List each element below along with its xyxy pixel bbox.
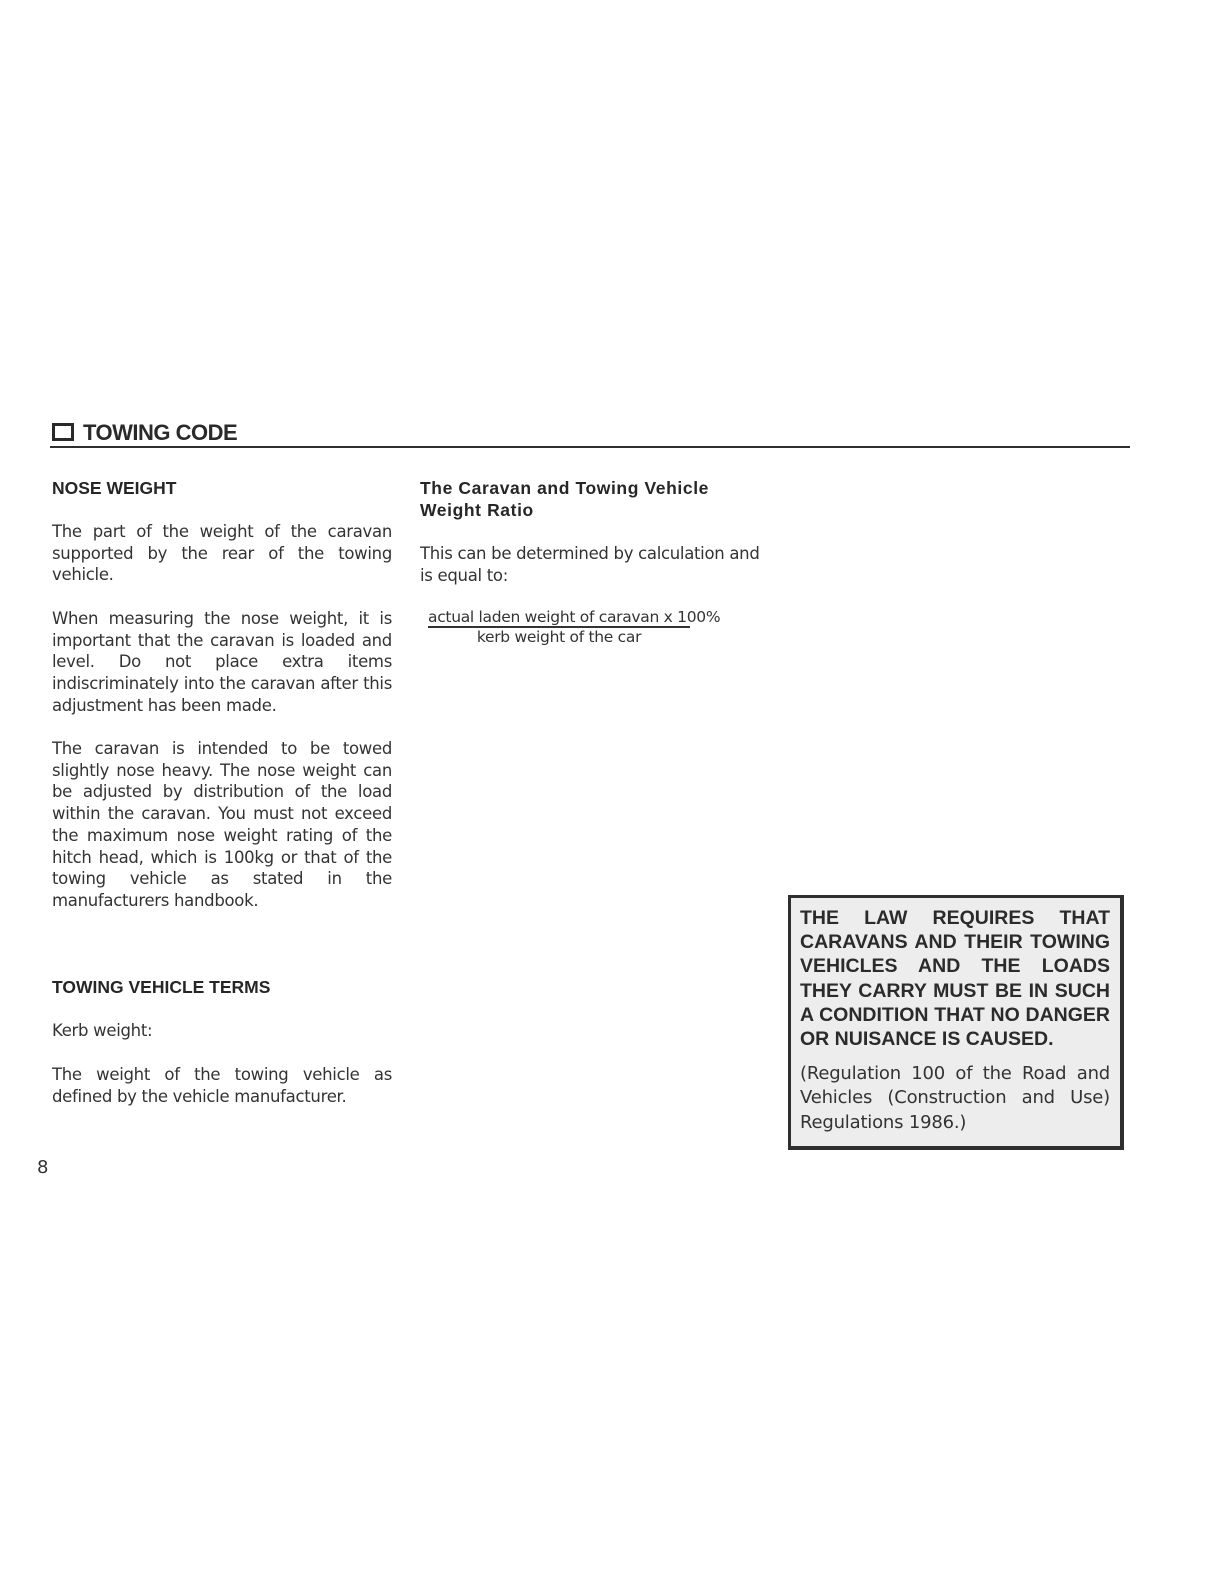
section-title: TOWING CODE <box>83 420 238 445</box>
formula-multiplier: x 100% <box>659 608 721 626</box>
nose-weight-paragraph-2: When measuring the nose weight, it is important that the caravan is loaded and level. Do not place extra items indiscriminately into the caravan after this adjustment has been made. <box>52 609 392 715</box>
weight-ratio-intro: This can be determined by calculation and is equal to: <box>420 544 760 585</box>
legal-notice-box <box>788 895 1124 1150</box>
nose-weight-paragraph-3: The caravan is intended to be towed slightly nose heavy. The nose weight can be adjusted by distribution of the load within the caravan. You must not exceed the maximum nose weight rating of the hitch head, which is 100kg or that of the towing vehicle as stated in the manufacturers handbook. <box>52 739 392 910</box>
formula-numerator-row <box>428 606 768 628</box>
page-number: 8 <box>37 1157 49 1178</box>
kerb-weight-term: Kerb weight: <box>52 1021 153 1040</box>
kerb-weight-definition: The weight of the towing vehicle as defined by the vehicle manufacturer. <box>52 1065 392 1106</box>
weight-ratio-formula <box>428 606 768 646</box>
weight-ratio-heading: The Caravan and Towing Vehicle Weight Ratio <box>420 478 709 520</box>
formula-numerator: actual laden weight of caravan <box>428 608 660 626</box>
towing-vehicle-terms-heading: TOWING VEHICLE TERMS <box>52 977 271 997</box>
legal-notice-text: THE LAW REQUIRES THAT CARAVANS AND THEIR TOWING VEHICLES AND THE LOADS THEY CARRY MUST BE IN SUCH A CONDITION THAT NO DANGER OR NUISANCE IS CAUSED. <box>800 907 1110 1051</box>
formula-denominator: kerb weight of the car <box>476 628 642 646</box>
section-header <box>50 420 1130 448</box>
legal-notice-reference: (Regulation 100 of the Road and Vehicles (Construction and Use) Regulations 1986.) <box>800 1063 1110 1133</box>
nose-weight-heading: NOSE WEIGHT <box>52 478 177 498</box>
checkbox-square-icon <box>52 423 74 441</box>
nose-weight-paragraph-1: The part of the weight of the caravan supported by the rear of the towing vehicle. <box>52 522 392 585</box>
